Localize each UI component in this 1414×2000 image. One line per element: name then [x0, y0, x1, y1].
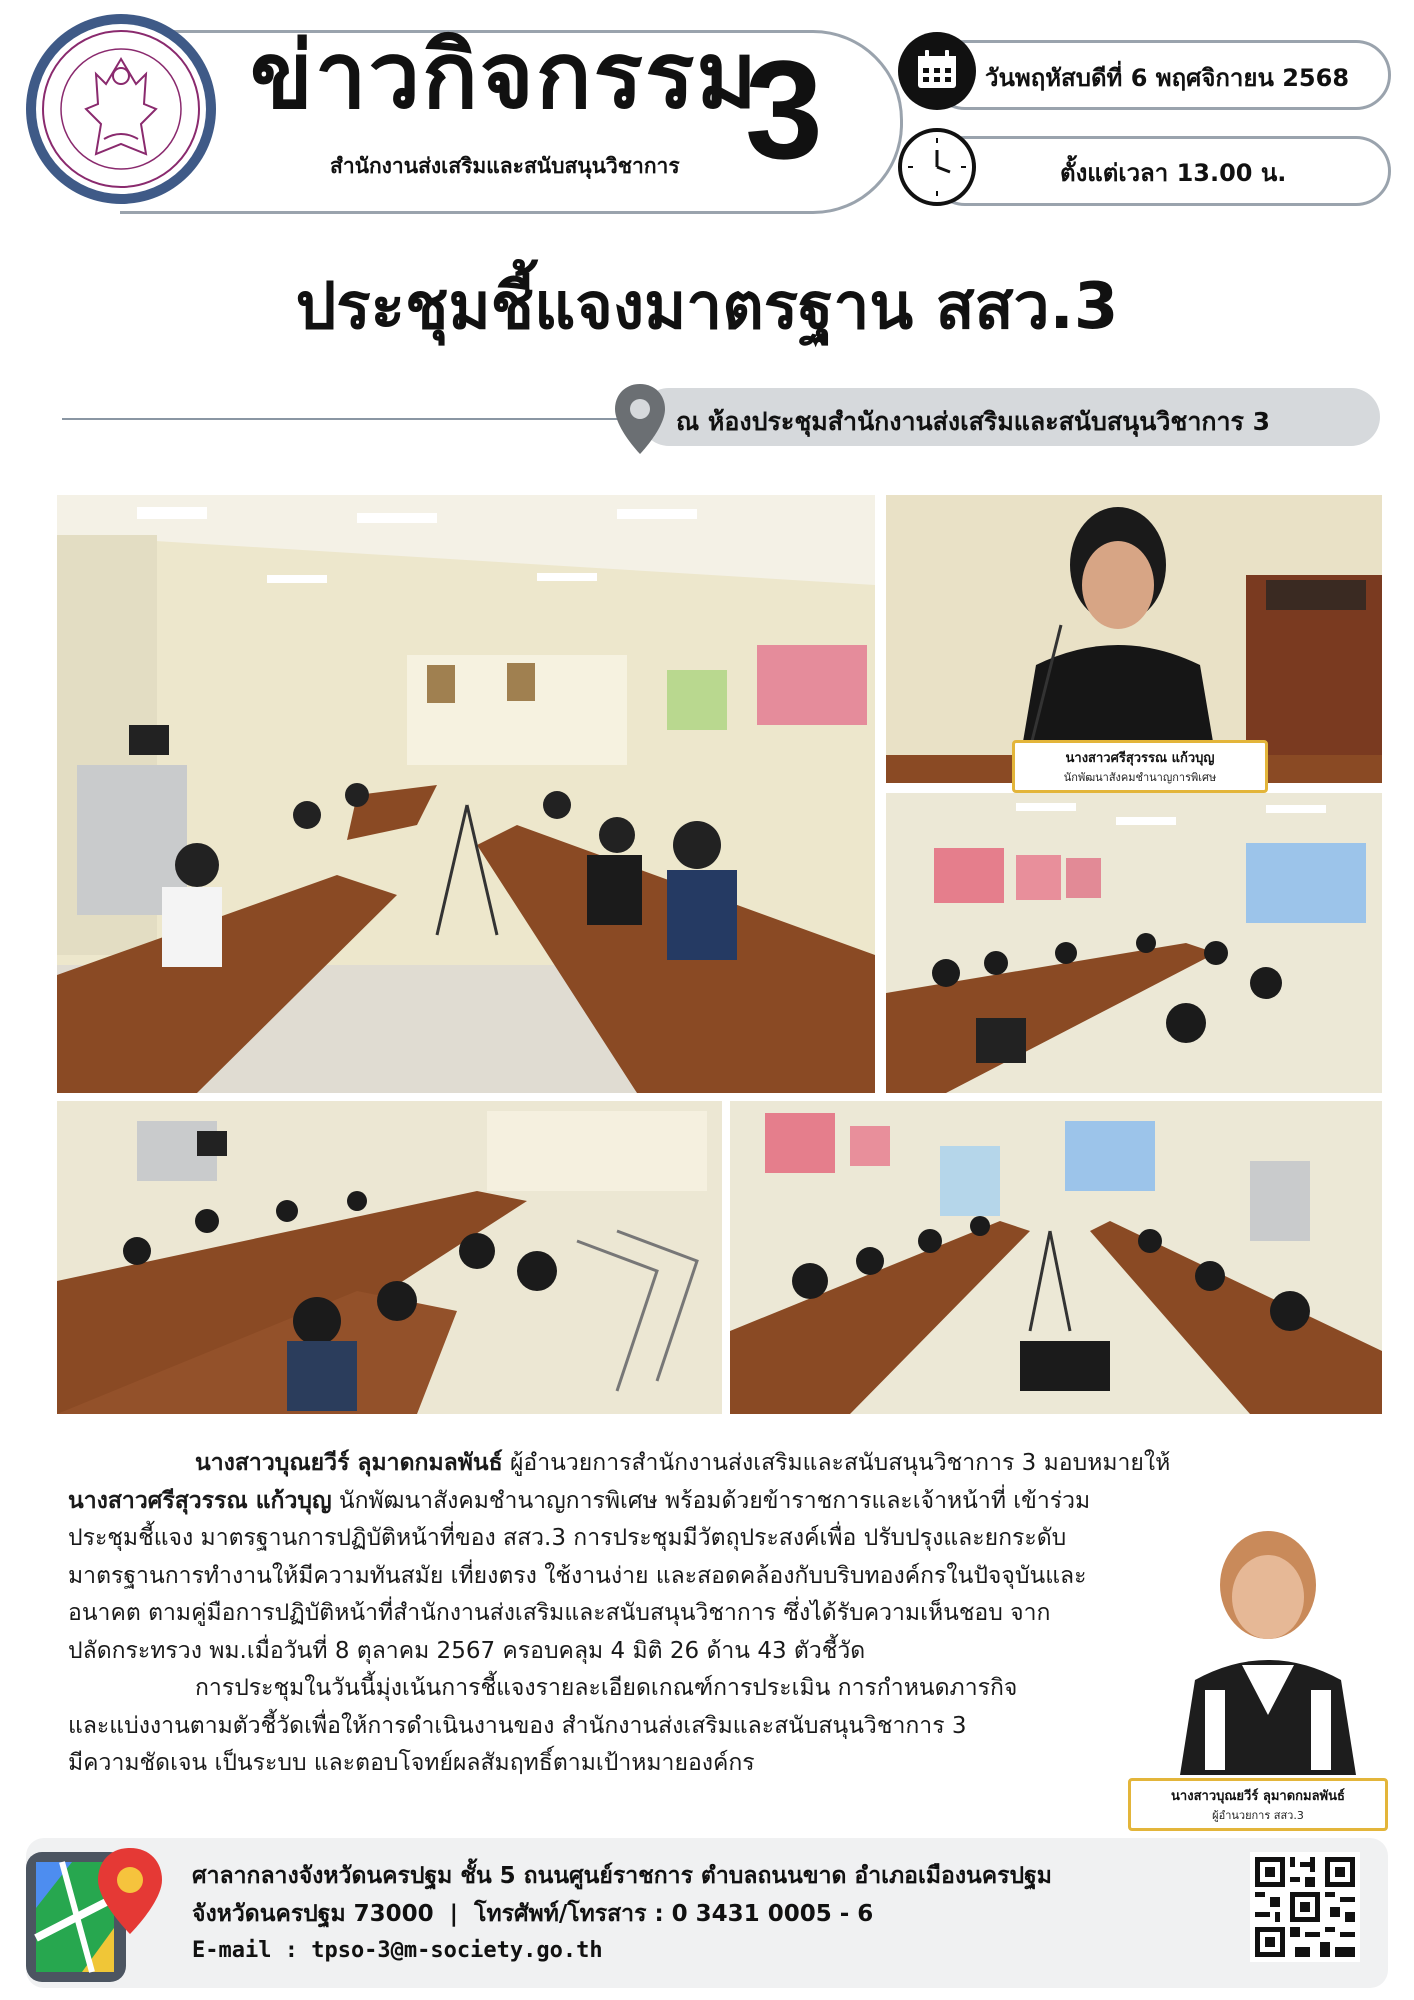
meeting-room-photo: [57, 495, 875, 1093]
speaker-caption: [1012, 740, 1268, 793]
director-name: นางสาวบุณยวีร์ ลุมาดกมลพันธ์: [1171, 1789, 1345, 1804]
map-pin-icon: [612, 382, 668, 460]
page-title: ข่าวกิจกรรม: [250, 25, 759, 127]
map-icon: [22, 1838, 172, 1992]
meeting-photo-right: [730, 1101, 1382, 1414]
location-text: ณ ห้องประชุมสำนักงานส่งเสริมและสนับสนุนวิชาการ 3: [676, 407, 1271, 436]
meeting-photo-left: [57, 1101, 722, 1414]
clock-icon: [898, 128, 976, 206]
calendar-icon: [898, 32, 976, 110]
event-time: ตั้งแต่เวลา 13.00 น.: [1060, 159, 1287, 187]
emblem-logo: [26, 14, 216, 204]
speaker-position: นักพัฒนาสังคมชำนาญการพิเศษ: [1063, 771, 1217, 784]
footer-address-2: จังหวัดนครปฐม 73000 | โทรศัพท์/โทรสาร : 0 3431 0005 - 6: [192, 1901, 874, 1927]
qr-code-icon: [1250, 1852, 1360, 1962]
body-line: มีความชัดเจน เป็นระบบ และตอบโจทย์ผลสัมฤทธิ์ตามเป้าหมายองค์กร: [68, 1750, 755, 1776]
director-portrait: [1150, 1515, 1382, 1775]
footer-email[interactable]: E-mail : tpso-3@m-society.go.th: [192, 1938, 603, 1963]
footer-address-1: ศาลากลางจังหวัดนครปฐม ชั้น 5 ถนนศูนย์ราชการ ตำบลถนนขาด อำเภอเมืองนครปฐม: [192, 1863, 1052, 1889]
body-line: การประชุมในวันนี้มุ่งเน้นการชี้แจงรายละเอียดเกณฑ์การประเมิน การกำหนดภารกิจ: [195, 1675, 1018, 1701]
body-line: อนาคต ตามคู่มือการปฏิบัติหน้าที่สำนักงานส่งเสริมและสนับสนุนวิชาการ ซึ่งได้รับความเห็นชอบ จาก: [68, 1600, 1051, 1626]
body-line: นักพัฒนาสังคมชำนาญการพิเศษ พร้อมด้วยข้าราชการและเจ้าหน้าที่ เข้าร่วม: [338, 1487, 1091, 1514]
event-date: วันพฤหัสบดีที่ 6 พฤศจิกายน 2568: [985, 64, 1350, 92]
body-line: และแบ่งงานตามตัวชี้วัดเพื่อให้การดำเนินงานของ สำนักงานส่งเสริมและสนับสนุนวิชาการ 3: [68, 1712, 967, 1739]
room-side-photo: [886, 793, 1382, 1093]
headline: ประชุมชี้แจงมาตรฐาน สสว.3: [295, 270, 1119, 344]
director-name-inline: นางสาวบุณยวีร์ ลุมาดกมลพันธ์: [195, 1450, 503, 1476]
paragraph-2: [68, 1670, 1168, 1783]
divider: [62, 418, 622, 420]
director-position: ผู้อำนวยการ สสว.3: [1212, 1809, 1304, 1822]
body-line: ปลัดกระทรวง พม.เมื่อวันที่ 8 ตุลาคม 2567 ครอบคลุม 4 มิติ 26 ด้าน 43 ตัวชี้วัด: [68, 1637, 866, 1664]
page-subtitle: สำนักงานส่งเสริมและสนับสนุนวิชาการ: [330, 154, 680, 178]
body-line: ประชุมชี้แจง มาตรฐานการปฏิบัติหน้าที่ของ สสว.3 การประชุมมีวัตถุประสงค์เพื่อ ปรับปรุงและยกระดับ: [68, 1525, 1067, 1551]
body-line: ผู้อำนวยการสำนักงานส่งเสริมและสนับสนุนวิชาการ 3 มอบหมายให้: [509, 1450, 1171, 1476]
speaker-name-inline: นางสาวศรีสุวรรณ แก้วบุญ: [68, 1487, 332, 1514]
issue-number: 3: [745, 31, 823, 188]
speaker-name: นางสาวศรีสุวรรณ แก้วบุญ: [1065, 751, 1215, 766]
director-caption: [1128, 1778, 1388, 1831]
body-line: มาตรฐานการทำงานให้มีความทันสมัย เที่ยงตรง ใช้งานง่าย และสอดคล้องกับบริบทองค์กรในปัจจุบันและ: [68, 1562, 1087, 1589]
